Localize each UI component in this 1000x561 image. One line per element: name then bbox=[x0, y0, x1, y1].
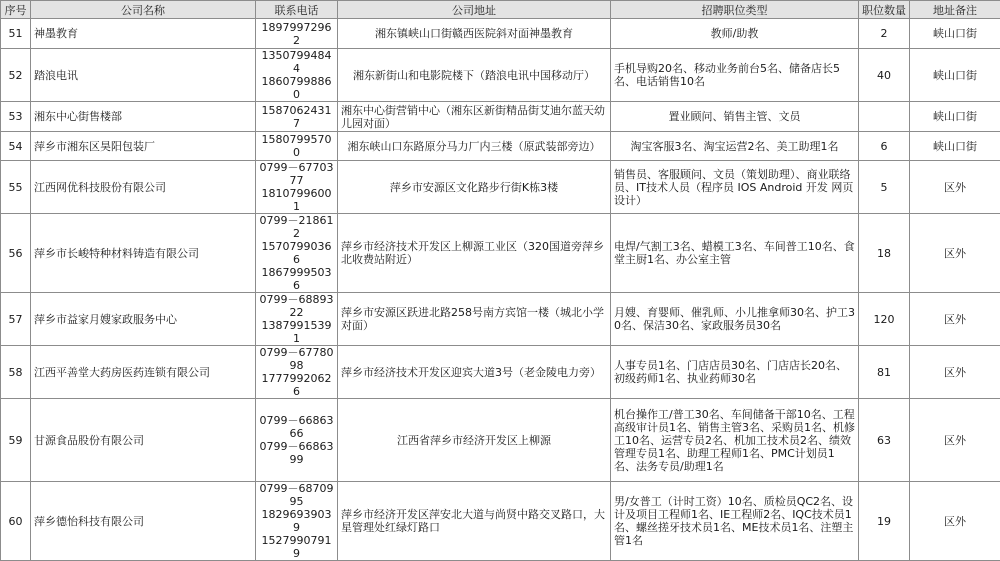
cell-phone: 0799－6770377 18107996001 bbox=[256, 161, 338, 214]
cell-note: 峡山口街 bbox=[910, 19, 1000, 49]
cell-count: 2 bbox=[859, 19, 910, 49]
cell-note: 峡山口街 bbox=[910, 102, 1000, 132]
cell-no: 58 bbox=[1, 346, 31, 399]
table-row bbox=[1, 161, 1000, 214]
cell-company-name: 湘东中心街售楼部 bbox=[31, 102, 256, 132]
cell-address: 湘东峡山口东路原分马力厂内三楼（原武装部旁边） bbox=[338, 132, 611, 161]
cell-company-name: 萍乡市益家月嫂家政服务中心 bbox=[31, 293, 256, 346]
cell-company-name: 萍乡市湘东区昊阳包装厂 bbox=[31, 132, 256, 161]
cell-address: 萍乡市经济技术开发区迎宾大道3号（老金陵电力旁） bbox=[338, 346, 611, 399]
cell-count bbox=[859, 102, 910, 132]
cell-address: 萍乡市安源区跃进北路258号南方宾馆一楼（城北小学对面） bbox=[338, 293, 611, 346]
table-row bbox=[1, 19, 1000, 49]
header-row bbox=[1, 1, 1000, 19]
header-positions: 招聘职位类型 bbox=[611, 1, 859, 19]
table-row bbox=[1, 49, 1000, 102]
cell-company-name: 萍乡市长峻特种材料铸造有限公司 bbox=[31, 214, 256, 293]
cell-count: 19 bbox=[859, 482, 910, 561]
cell-company-name: 江西网优科技股份有限公司 bbox=[31, 161, 256, 214]
cell-no: 54 bbox=[1, 132, 31, 161]
header-count: 职位数量 bbox=[859, 1, 910, 19]
cell-note: 区外 bbox=[910, 293, 1000, 346]
header-phone: 联系电话 bbox=[256, 1, 338, 19]
cell-note: 区外 bbox=[910, 399, 1000, 482]
cell-company-name: 神墨教育 bbox=[31, 19, 256, 49]
table-row bbox=[1, 293, 1000, 346]
header-address: 公司地址 bbox=[338, 1, 611, 19]
cell-count: 81 bbox=[859, 346, 910, 399]
cell-positions: 置业顾问、销售主管、文员 bbox=[611, 102, 859, 132]
table-row bbox=[1, 214, 1000, 293]
cell-address: 萍乡市经济开发区萍安北大道与尚贤中路交叉路口，大星管理处红绿灯路口 bbox=[338, 482, 611, 561]
cell-note: 区外 bbox=[910, 346, 1000, 399]
cell-company-name: 萍乡德怡科技有限公司 bbox=[31, 482, 256, 561]
cell-phone: 15807995700 bbox=[256, 132, 338, 161]
cell-count: 18 bbox=[859, 214, 910, 293]
cell-no: 59 bbox=[1, 399, 31, 482]
cell-phone: 0799－6889322 13879915391 bbox=[256, 293, 338, 346]
cell-phone: 0799－218612 15707990366 18679995036 bbox=[256, 214, 338, 293]
cell-phone: 0799－6778098 17779920626 bbox=[256, 346, 338, 399]
cell-address: 湘东中心街营销中心（湘东区新街精品街艾迪尔蓝天幼儿园对面） bbox=[338, 102, 611, 132]
cell-positions: 淘宝客服3名、淘宝运营2名、美工助理1名 bbox=[611, 132, 859, 161]
cell-note: 区外 bbox=[910, 161, 1000, 214]
cell-phone: 15870624317 bbox=[256, 102, 338, 132]
cell-positions: 月嫂、育婴师、催乳师、小儿推拿师30名、护工30名、保洁30名、家政服务员30名 bbox=[611, 293, 859, 346]
table-row bbox=[1, 482, 1000, 561]
cell-note: 峡山口街 bbox=[910, 49, 1000, 102]
cell-phone: 0799－6870995 18296939039 15279907919 bbox=[256, 482, 338, 561]
cell-positions: 机台操作工/普工30名、车间储备干部10名、工程高级审计员1名、销售主管3名、采购员1名、机修工10名、运营专员2名、机加工技术员2名、绩效管理专员1名、助理工程师1名、PMC计划员1名、法务专员/助理1名 bbox=[611, 399, 859, 482]
cell-phone: 13507994844 18607998860 bbox=[256, 49, 338, 102]
table-row bbox=[1, 132, 1000, 161]
cell-count: 40 bbox=[859, 49, 910, 102]
cell-no: 53 bbox=[1, 102, 31, 132]
cell-address: 江西省萍乡市经济开发区上柳源 bbox=[338, 399, 611, 482]
cell-count: 5 bbox=[859, 161, 910, 214]
cell-positions: 人事专员1名、门店店员30名、门店店长20名、初级药师1名、执业药师30名 bbox=[611, 346, 859, 399]
cell-no: 51 bbox=[1, 19, 31, 49]
cell-note: 区外 bbox=[910, 214, 1000, 293]
cell-address: 湘东新街山和电影院楼下（踏浪电讯中国移动厅） bbox=[338, 49, 611, 102]
cell-no: 60 bbox=[1, 482, 31, 561]
cell-phone: 0799－6686366 0799－6686399 bbox=[256, 399, 338, 482]
cell-count: 120 bbox=[859, 293, 910, 346]
cell-positions: 销售员、客服顾问、文员（策划助理）、商业联络员、IT技术人员（程序员 IOS Android 开发 网页设计） bbox=[611, 161, 859, 214]
cell-positions: 教师/助教 bbox=[611, 19, 859, 49]
cell-address: 湘东镇峡山口街赣西医院斜对面神墨教育 bbox=[338, 19, 611, 49]
cell-note: 区外 bbox=[910, 482, 1000, 561]
header-note: 地址备注 bbox=[910, 1, 1000, 19]
cell-address: 萍乡市经济技术开发区上柳源工业区（320国道旁萍乡北收费站附近） bbox=[338, 214, 611, 293]
header-company-name: 公司名称 bbox=[31, 1, 256, 19]
cell-positions: 电焊/气割工3名、蜡模工3名、车间普工10名、食堂主厨1名、办公室主管 bbox=[611, 214, 859, 293]
cell-no: 52 bbox=[1, 49, 31, 102]
cell-company-name: 甘源食品股份有限公司 bbox=[31, 399, 256, 482]
cell-positions: 男/女普工（计时工资）10名、质检员QC2名、设计及项目工程师1名、IE工程师2名、IQC技术员1名、螺丝搓牙技术员1名、ME技术员1名、注塑主管1名 bbox=[611, 482, 859, 561]
cell-no: 55 bbox=[1, 161, 31, 214]
cell-count: 6 bbox=[859, 132, 910, 161]
cell-no: 56 bbox=[1, 214, 31, 293]
cell-address: 萍乡市安源区文化路步行街K栋3楼 bbox=[338, 161, 611, 214]
table-row bbox=[1, 399, 1000, 482]
cell-note: 峡山口街 bbox=[910, 132, 1000, 161]
cell-company-name: 江西平善堂大药房医药连锁有限公司 bbox=[31, 346, 256, 399]
table-row bbox=[1, 102, 1000, 132]
cell-count: 63 bbox=[859, 399, 910, 482]
header-no: 序号 bbox=[1, 1, 31, 19]
cell-company-name: 踏浪电讯 bbox=[31, 49, 256, 102]
cell-no: 57 bbox=[1, 293, 31, 346]
cell-positions: 手机导购20名、移动业务前台5名、储备店长5名、电话销售10名 bbox=[611, 49, 859, 102]
cell-phone: 18979972962 bbox=[256, 19, 338, 49]
table-row bbox=[1, 346, 1000, 399]
